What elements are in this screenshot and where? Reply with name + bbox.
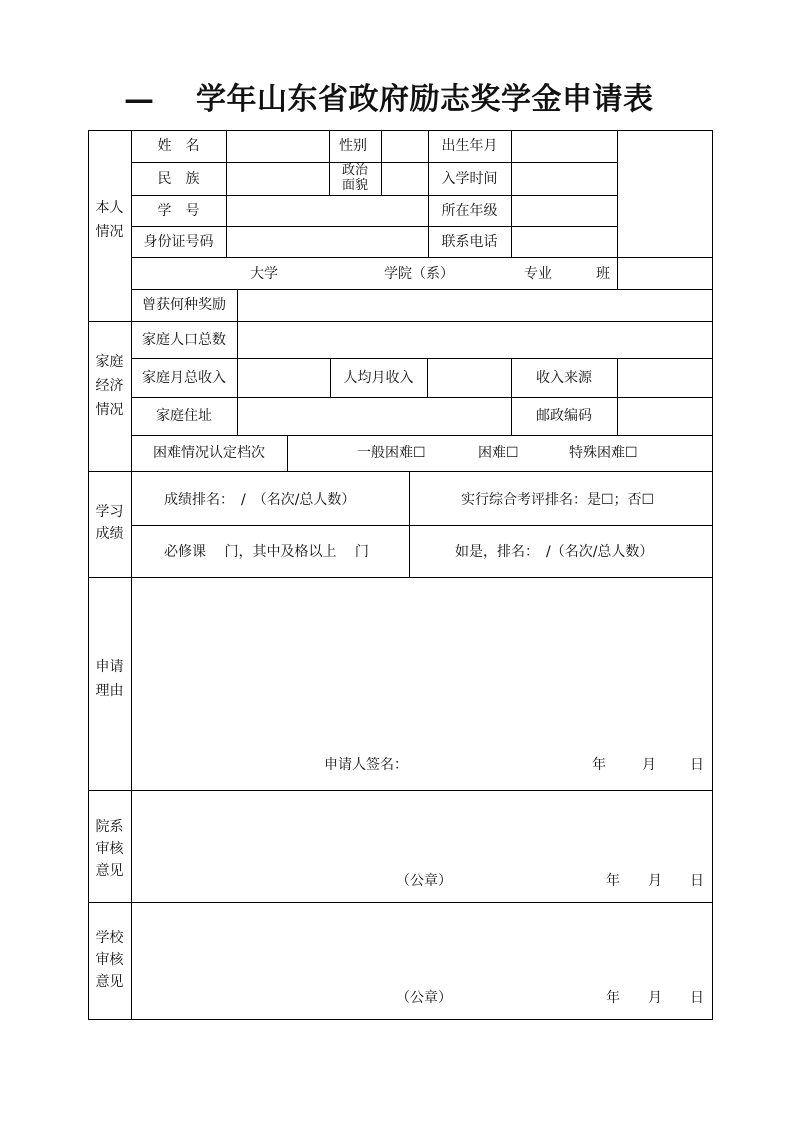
monthly-income-field[interactable] (238, 359, 330, 397)
address-field[interactable] (238, 398, 511, 435)
reason-year: 年 (592, 757, 606, 773)
name-label: 姓 名 (157, 138, 200, 154)
ethnicity-label: 民 族 (157, 171, 200, 187)
reason-month: 月 (642, 757, 656, 773)
student-no-field[interactable] (227, 196, 428, 226)
university-label: 大学 (250, 266, 278, 282)
gender-field[interactable] (382, 131, 428, 162)
option-special[interactable]: 特殊困难☐ (569, 445, 638, 461)
col-line (409, 471, 410, 577)
section-label-dept: 院系 审核 意见 (95, 819, 124, 879)
address-label: 家庭住址 (156, 408, 212, 424)
grade-field[interactable] (512, 196, 617, 226)
dept-seal: （公章） (396, 873, 452, 889)
rank-text: 成绩排名： / （名次/总人数） (164, 492, 356, 508)
id-field[interactable] (227, 227, 428, 257)
dept-review-field[interactable] (132, 791, 712, 866)
table-border-left (88, 130, 89, 1020)
form-title (124, 74, 684, 117)
section-label-school: 学校 审核 意见 (95, 930, 124, 990)
row-line (131, 435, 712, 436)
income-source-field[interactable] (618, 359, 712, 397)
class-label: 班 (596, 266, 610, 282)
name-field[interactable] (227, 131, 329, 162)
ethnicity-field[interactable] (227, 163, 329, 195)
school-day: 日 (690, 990, 704, 1006)
signature-label: 申请人签名： (324, 757, 408, 773)
school-seal: （公章） (396, 990, 452, 1006)
school-review-field[interactable] (132, 903, 712, 983)
enroll-field[interactable] (512, 163, 617, 195)
birth-label: 出生年月 (441, 138, 498, 154)
awards-field[interactable] (238, 290, 712, 321)
table-border-bottom (88, 1019, 713, 1020)
row-line (131, 525, 712, 526)
title-dash: — (124, 82, 155, 117)
section-line (88, 471, 713, 472)
college-label: 学院（系） (384, 266, 454, 282)
row-line (131, 257, 712, 258)
major-label: 专业 (524, 266, 552, 282)
title-text: 学年山东省政府励志奖学金申请表 (196, 82, 654, 117)
per-capita-field[interactable] (428, 359, 511, 397)
postcode-field[interactable] (618, 398, 712, 435)
awards-label: 曾获何种奖励 (142, 297, 226, 313)
comprehensive-text[interactable]: 实行综合考评排名：是☐；否☐ (461, 492, 655, 508)
enroll-label: 入学时间 (441, 171, 498, 187)
population-field[interactable] (238, 322, 712, 358)
phone-field[interactable] (512, 227, 617, 257)
gender-label: 性别 (339, 138, 367, 154)
table-border-right (712, 130, 713, 1020)
option-general[interactable]: 一般困难☐ (357, 445, 426, 461)
grade-label: 所在年级 (441, 203, 498, 219)
monthly-income-label: 家庭月总收入 (142, 370, 226, 386)
col-line (287, 435, 288, 471)
dept-month: 月 (648, 873, 662, 889)
section-label-family: 家庭 经济 情况 (95, 354, 124, 418)
per-capita-label: 人均月收入 (343, 370, 414, 386)
political-field[interactable] (382, 163, 428, 195)
postcode-label: 邮政编码 (536, 408, 592, 424)
difficulty-label: 困难情况认定档次 (153, 445, 265, 461)
reason-field[interactable] (132, 578, 712, 748)
population-label: 家庭人口总数 (142, 332, 226, 348)
political-label: 政治 面貌 (341, 163, 368, 193)
reason-day: 日 (690, 757, 704, 773)
dept-year: 年 (606, 873, 620, 889)
if-yes-rank-text: 如是，排名： /（名次/总人数） (455, 544, 654, 560)
dept-day: 日 (690, 873, 704, 889)
school-month: 月 (648, 990, 662, 1006)
student-no-label: 学 号 (157, 203, 200, 219)
option-difficult[interactable]: 困难☐ (478, 445, 519, 461)
phone-label: 联系电话 (441, 234, 498, 250)
section-label-reason: 申请 理由 (95, 659, 124, 699)
section-label-study: 学习 成绩 (95, 504, 124, 542)
section-divider (131, 130, 132, 1020)
section-label-personal: 本人 情况 (95, 200, 124, 240)
income-source-label: 收入来源 (536, 370, 592, 386)
photo-box[interactable] (618, 131, 712, 257)
birth-field[interactable] (512, 131, 617, 162)
school-year: 年 (606, 990, 620, 1006)
required-courses-text: 必修课 门，其中及格以上 门 (164, 544, 369, 560)
id-label: 身份证号码 (143, 234, 214, 250)
